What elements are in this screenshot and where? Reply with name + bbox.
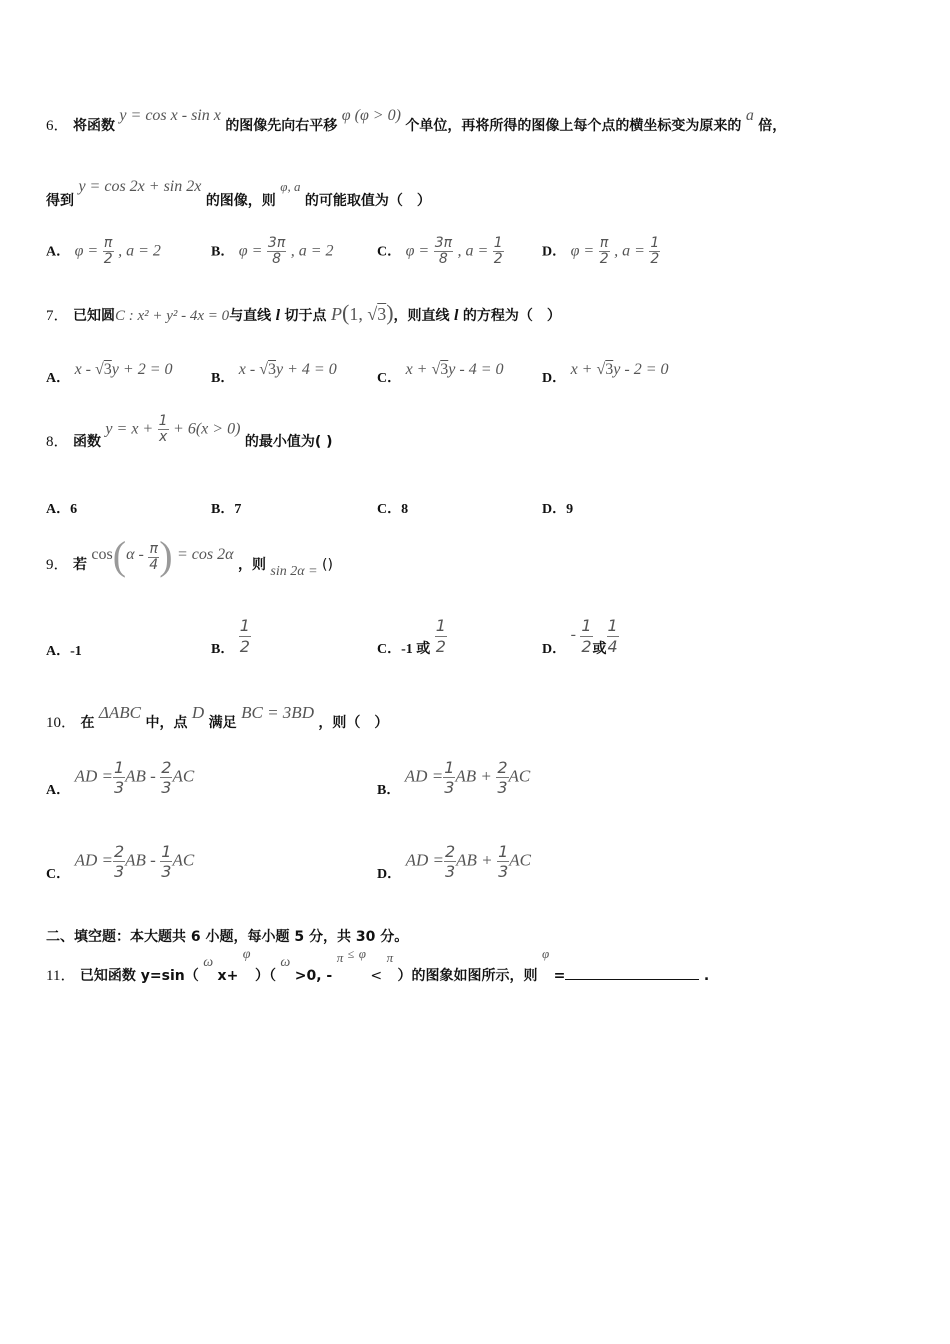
option-d[interactable] xyxy=(542,359,669,386)
option-a[interactable] xyxy=(46,359,173,386)
question-number: 10． xyxy=(46,715,77,731)
formula: φ = xyxy=(405,242,430,260)
option-value: -1 或 xyxy=(401,641,431,657)
formula: AD = xyxy=(404,766,444,786)
formula: ω xyxy=(203,955,214,970)
fraction: $\frac{1}{2}$ xyxy=(650,235,660,267)
question-text: 与直线 xyxy=(229,308,272,324)
fraction: $\frac{\pi}{2}$ xyxy=(599,235,609,267)
formula: P(1, √3) xyxy=(331,300,394,325)
question-number: 7． xyxy=(46,308,69,324)
fraction: $\frac{3\pi}{8}$ xyxy=(434,235,453,267)
question-text: 的图像，则 xyxy=(205,193,276,209)
formula: x - √3y + 4 = 0 xyxy=(238,361,337,378)
option-label: A． xyxy=(46,782,71,798)
formula: π xyxy=(336,950,344,965)
option-label: B． xyxy=(377,782,401,798)
formula: a xyxy=(745,107,754,124)
fraction: $\frac{1}{3}$ xyxy=(498,842,509,881)
formula: AD = xyxy=(405,850,444,870)
fraction: $\frac{2}{3}$ xyxy=(444,842,456,881)
formula: AC xyxy=(172,850,195,870)
formula: BC = 3BD xyxy=(241,703,314,722)
question-text: 个单位，再将所得的图像上每个点的横坐标变为原来的 xyxy=(405,118,742,134)
option-b[interactable] xyxy=(377,758,530,797)
formula: y = x + xyxy=(105,420,154,438)
formula: AB + xyxy=(455,766,492,786)
option-label: C． xyxy=(377,371,402,386)
question-text: >0, - xyxy=(294,968,333,984)
option-a[interactable] xyxy=(46,640,82,660)
fraction: $\frac{1}{2}$ xyxy=(239,616,250,656)
option-label: B． xyxy=(211,244,235,260)
option-a[interactable] xyxy=(46,498,77,518)
option-label: B． xyxy=(211,641,235,657)
option-a[interactable] xyxy=(46,236,161,267)
formula: AD = xyxy=(74,766,113,786)
question-text: 的可能取值为（ ） xyxy=(304,193,431,209)
fraction: $\frac{1}{x}$ xyxy=(158,413,168,445)
formula: x + √3y - 4 = 0 xyxy=(405,361,504,378)
option-label: C． xyxy=(46,866,71,882)
formula: y = cos 2x + sin 2x xyxy=(78,178,202,195)
line-symbol: l xyxy=(275,307,281,324)
question-text: < xyxy=(370,968,383,984)
option-label: C． xyxy=(377,502,402,517)
formula: D xyxy=(191,703,205,722)
option-b[interactable] xyxy=(211,236,334,267)
question-text: ，则直线 xyxy=(393,308,450,324)
option-label: D． xyxy=(542,502,567,517)
option-label: A． xyxy=(46,371,71,386)
option-a[interactable] xyxy=(46,758,194,797)
question-10 xyxy=(46,702,389,731)
question-8 xyxy=(46,413,333,450)
line-symbol: l xyxy=(454,307,459,324)
question-text: 得到 xyxy=(46,193,74,209)
fraction: $\frac{2}{3}$ xyxy=(161,758,172,797)
fraction: $\frac{2}{3}$ xyxy=(113,842,125,881)
option-label: D． xyxy=(542,371,567,386)
formula: x + √3y - 2 = 0 xyxy=(570,361,669,378)
question-text: 满足 xyxy=(208,715,237,731)
option-c[interactable] xyxy=(46,842,194,881)
formula: AC xyxy=(172,766,195,786)
answer-blank[interactable] xyxy=(565,967,699,980)
formula: AC xyxy=(509,850,532,870)
formula: AB + xyxy=(456,850,493,870)
question-6-line-1 xyxy=(46,104,926,134)
question-text: 的图像先向右平移 xyxy=(225,118,338,134)
question-text: 函数 xyxy=(72,433,101,450)
question-text: 中，点 xyxy=(145,715,188,731)
question-number: 11． xyxy=(46,968,76,984)
fraction: $\frac{1}{2}$ xyxy=(493,235,503,267)
option-d[interactable] xyxy=(542,498,573,518)
option-value: 7 xyxy=(234,502,242,517)
formula: φ, a xyxy=(280,179,301,194)
formula: = cos 2α xyxy=(176,546,234,563)
option-value: -1 xyxy=(70,644,82,659)
fraction: $\frac{3\pi}{8}$ xyxy=(267,235,286,267)
formula: AB - xyxy=(125,766,156,786)
question-text: 将函数 xyxy=(72,118,115,134)
section-heading: 二、填空题：本大题共 6 小题，每小题 5 分，共 30 分。 xyxy=(46,929,409,945)
formula: φ (φ > 0) xyxy=(341,107,401,124)
question-text: () xyxy=(322,557,333,573)
option-label: D． xyxy=(542,244,567,260)
option-c[interactable] xyxy=(377,616,447,657)
formula: φ xyxy=(358,946,366,961)
fraction: $\frac{1}{2}$ xyxy=(581,616,592,656)
fraction: $\frac{1}{3}$ xyxy=(444,758,455,797)
formula: φ xyxy=(242,947,251,962)
formula: , a = xyxy=(457,242,489,260)
fraction: $\frac{1}{3}$ xyxy=(161,842,172,881)
formula: , a = 2 xyxy=(118,242,161,260)
question-text: ）的图象如图所示，则 xyxy=(397,968,538,984)
option-value: 8 xyxy=(401,502,409,517)
formula: x - √3y + 2 = 0 xyxy=(74,361,173,378)
option-value: 6 xyxy=(70,502,78,517)
formula: φ xyxy=(541,946,550,961)
option-label: D． xyxy=(542,641,567,657)
question-text: ）（ xyxy=(254,968,276,984)
option-label: B． xyxy=(211,371,235,386)
option-c[interactable] xyxy=(377,359,504,386)
formula: C : x² + y² - 4x = 0 xyxy=(114,308,230,324)
formula: AD = xyxy=(74,850,113,870)
option-d[interactable] xyxy=(542,236,660,267)
fraction: $\frac{1}{2}$ xyxy=(435,616,446,656)
option-b[interactable] xyxy=(211,498,241,518)
formula: y = cos x - sin x xyxy=(119,107,221,124)
question-9: 9． 若 cos(α - $\frac{\pi}{4}$ ) = cos 2α ，则 sin 2α = () xyxy=(46,533,333,579)
option-b[interactable] xyxy=(211,616,251,657)
fraction: $\frac{1}{4}$ xyxy=(607,616,618,656)
question-6-line-2 xyxy=(46,176,431,209)
formula: sin 2α = xyxy=(270,564,318,579)
option-label: C． xyxy=(377,244,402,260)
fraction: $\frac{\pi}{4}$ xyxy=(149,540,159,573)
fraction: $\frac{1}{3}$ xyxy=(113,758,125,797)
option-label: A． xyxy=(46,644,71,659)
option-d[interactable] xyxy=(542,616,619,657)
option-value: 或 xyxy=(592,640,607,657)
question-number: 8． xyxy=(46,433,69,450)
question-text: 在 xyxy=(80,715,95,731)
formula: cos xyxy=(91,546,113,563)
formula: , a = 2 xyxy=(290,242,334,260)
formula: π xyxy=(386,950,394,965)
question-text: = xyxy=(553,968,566,984)
fraction: $\frac{\pi}{2}$ xyxy=(103,235,113,267)
formula: φ = xyxy=(570,242,595,260)
option-value: 9 xyxy=(566,502,574,517)
formula: AC xyxy=(508,766,531,786)
option-label: D． xyxy=(377,866,402,882)
formula: ω xyxy=(280,955,291,970)
question-text: . xyxy=(703,968,710,984)
option-label: B． xyxy=(211,502,235,517)
question-7 xyxy=(46,300,561,326)
question-text: 的最小值为( ) xyxy=(244,433,333,450)
option-label: A． xyxy=(46,502,71,517)
question-text: ，则 xyxy=(237,557,266,573)
formula: ΔABC xyxy=(98,703,142,722)
question-text: x+ xyxy=(217,968,239,984)
option-d[interactable] xyxy=(377,842,531,881)
option-label: A． xyxy=(46,244,71,260)
formula: AB - xyxy=(125,850,156,870)
option-label: C． xyxy=(377,641,402,657)
formula: + 6(x > 0) xyxy=(173,420,241,438)
fraction: $\frac{2}{3}$ xyxy=(497,758,508,797)
question-text: 已知函数 y=sin（ xyxy=(79,968,199,984)
option-b[interactable] xyxy=(211,359,337,386)
minus-sign: - xyxy=(570,625,576,643)
formula: α - xyxy=(126,546,144,563)
question-text: 已知圆 xyxy=(72,308,115,324)
formula: φ = xyxy=(238,242,263,260)
question-text: 若 xyxy=(72,557,87,573)
option-c[interactable] xyxy=(377,498,408,518)
question-text: 的方程为（ ） xyxy=(462,308,561,324)
question-number: 6． xyxy=(46,118,69,134)
formula: , a = xyxy=(614,242,645,260)
formula: φ = xyxy=(74,242,99,260)
question-text: ，则（ ） xyxy=(318,715,389,731)
question-text: 倍， xyxy=(758,118,787,134)
formula: ≤ xyxy=(347,947,355,961)
option-c[interactable] xyxy=(377,236,504,267)
question-number: 9． xyxy=(46,557,69,573)
question-text: 切于点 xyxy=(284,308,327,324)
question-11 xyxy=(46,946,710,984)
